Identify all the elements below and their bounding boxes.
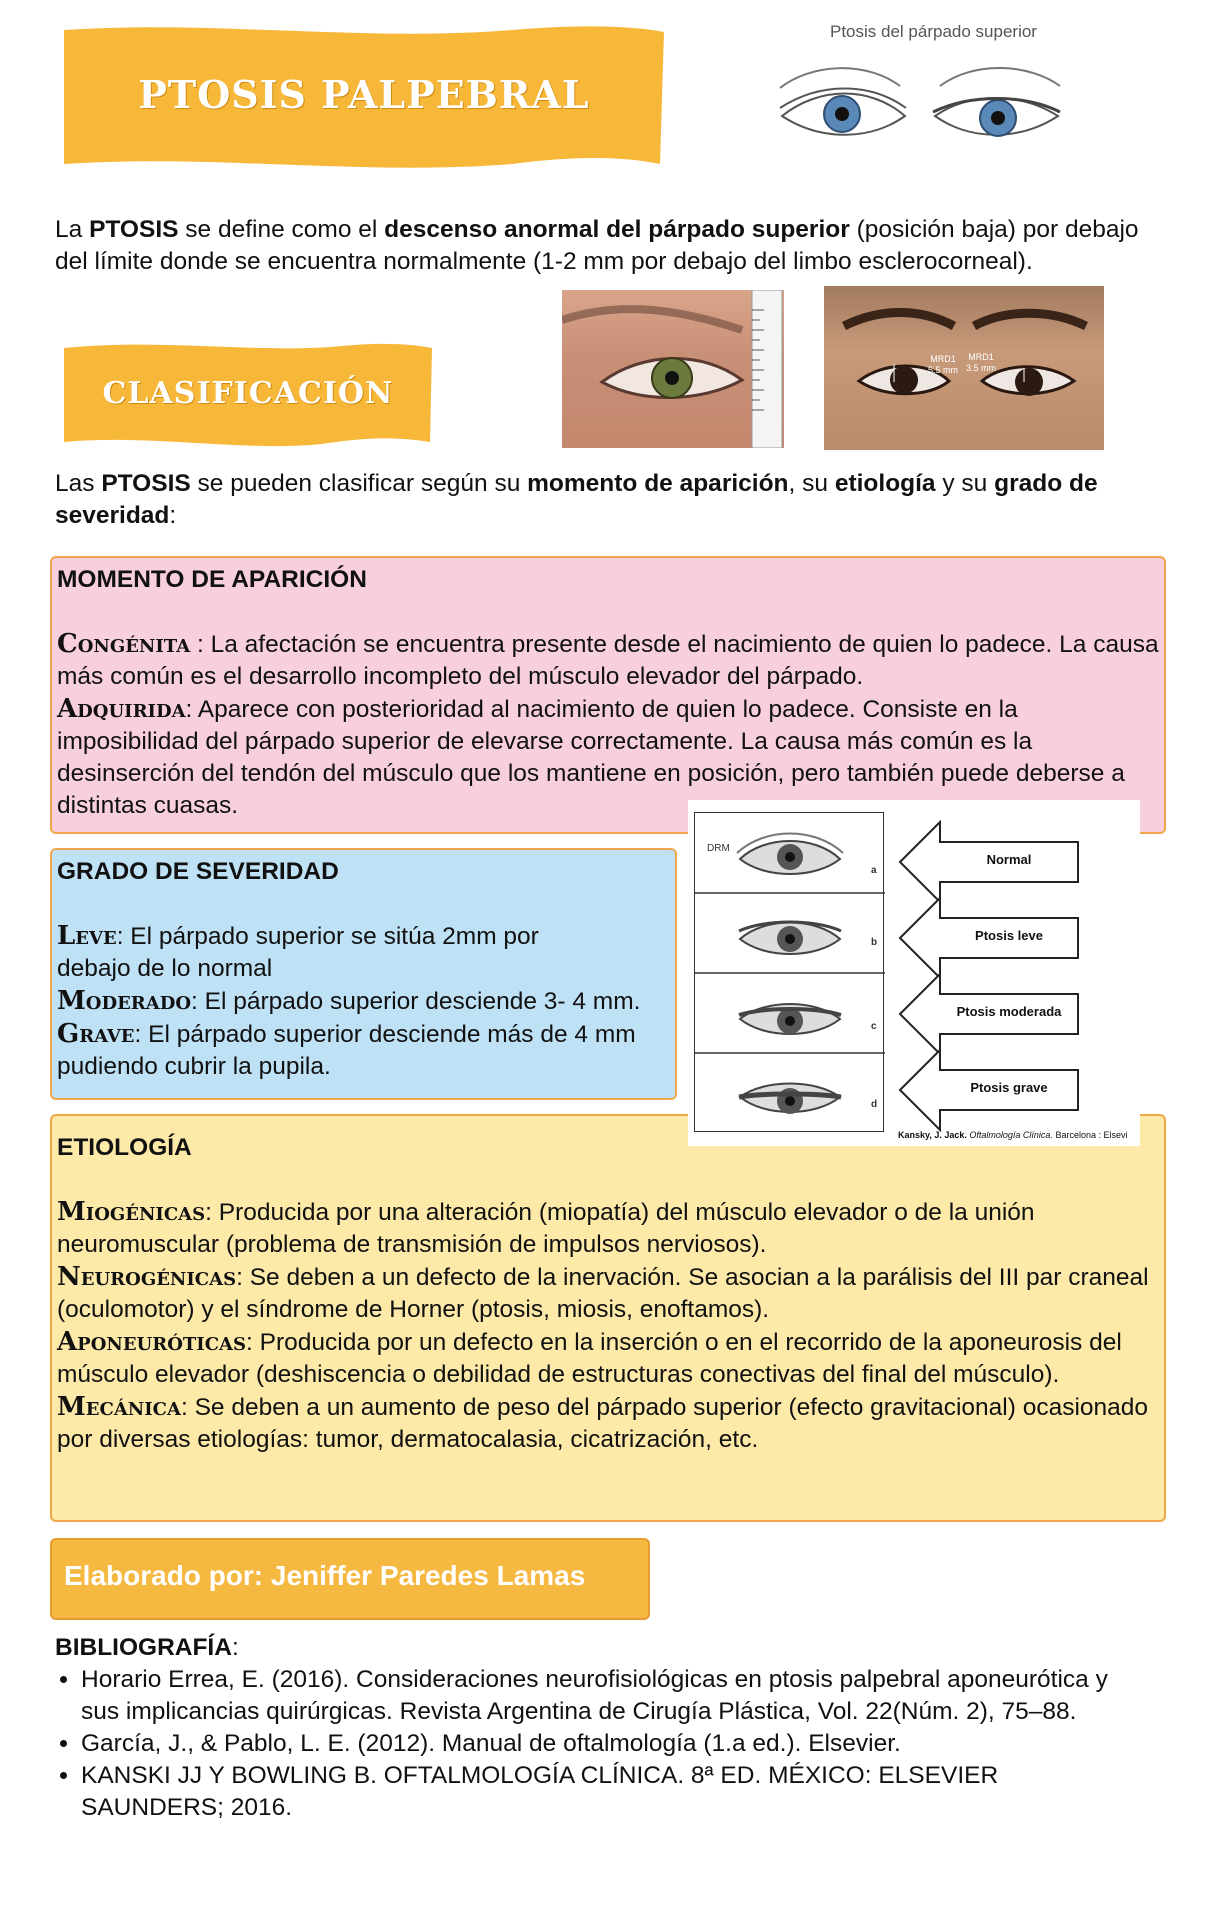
grado-box: [50, 848, 677, 1100]
bibliography-item: • KANSKI JJ Y BOWLING B. OFTALMOLOGÍA CLÍNICA. 8ª ED. MÉXICO: ELSEVIER SAUNDERS; 2016.: [81, 1760, 1145, 1824]
row-letter-a: a: [871, 865, 877, 876]
arrow-label-normal: Normal: [986, 852, 1032, 867]
congenita-text: : La afectación se encuentra presente desde el nacimiento de quien lo padece. La causa más común es el desarrollo incompleto del músculo elevador del párpado.: [57, 631, 1159, 690]
intro-paragraph: [55, 214, 1145, 278]
mrd1-left-label: [928, 354, 958, 376]
bibliography-item: • García, J., & Pablo, L. E. (2012). Manual de oftalmología (1.a ed.). Elsevier.: [81, 1728, 1145, 1760]
momento-item-congenita: [57, 628, 1159, 693]
eye-ruler-drawing: [562, 290, 784, 448]
credit-author: Kansky, J. Jack.: [898, 1130, 970, 1140]
credit-title: Oftalmología Clínica: [969, 1130, 1051, 1140]
etiologia-item-miogenicas: [57, 1196, 1159, 1261]
clasif-bold-4: grado de severidad: [55, 470, 1098, 529]
mrd1-right-bottom: 3.5 mm: [966, 363, 997, 373]
neurogenicas-text: : Se deben a un defecto de la inervación. Se asocian a la parálisis del III par craneal (oculomotor) y el síndrome de Horner (ptosis, miosis, enoftamos).: [57, 1264, 1149, 1323]
bibliography-heading: [55, 1632, 1145, 1664]
etiologia-box: [50, 1114, 1166, 1522]
page-title: PTOSIS PALPEBRAL: [138, 72, 590, 117]
author-box: Elaborado por: Jeniffer Paredes Lamas: [50, 1538, 650, 1620]
grave-text: : El párpado superior desciende más de 4 mm pudiendo cubrir la pupila.: [57, 1021, 636, 1080]
bibliography-title: BIBLIOGRAFÍA: [55, 1634, 232, 1661]
clasificacion-title: CLASIFICACIÓN: [102, 376, 394, 411]
title-banner: [62, 24, 666, 170]
face-drawing: [824, 286, 1104, 450]
mrd1-left-top: MRD1: [930, 354, 956, 364]
adquirida-term: Adquirida: [57, 694, 186, 724]
leve-text: : El párpado superior se sitúa 2mm por debajo de lo normal: [57, 923, 539, 982]
mrd1-left-bottom: 5.5 mm: [928, 365, 959, 375]
clasif-text-3: , su: [788, 470, 835, 497]
intro-text-2: se define como el: [178, 216, 385, 243]
leve-term: Leve: [57, 921, 117, 951]
miogenicas-text: : Producida por una alteración (miopatía) del músculo elevador o de la unión neuromuscular (problema de transmisión de impulsos nerviosos).: [57, 1199, 1035, 1258]
drm-label: DRM: [707, 843, 730, 854]
miogenicas-term: Miogénicas: [57, 1197, 206, 1227]
etiologia-item-neurogenicas: [57, 1261, 1159, 1326]
clasificacion-intro: [55, 468, 1145, 532]
etiologia-heading: ETIOLOGÍA: [57, 1134, 192, 1161]
grado-item-leve: [57, 920, 597, 985]
mecanica-text: : Se deben a un aumento de peso del párpado superior (efecto gravitacional) ocasionado por diversas etiologías: tumor, dermatocalasia, cicatrización, etc.: [57, 1394, 1149, 1453]
eyes-drawing: [770, 46, 1070, 186]
clasif-bold-2: momento de aparición: [527, 470, 789, 497]
arrow-label-leve: Ptosis leve: [975, 928, 1043, 943]
header-image-caption: Ptosis del párpado superior: [830, 22, 1037, 41]
clasif-bold-1: PTOSIS: [101, 470, 191, 497]
intro-bold-2: descenso anormal del párpado superior: [384, 216, 850, 243]
bibliography: [55, 1632, 1145, 1824]
arrow-label-grave: Ptosis grave: [970, 1080, 1048, 1095]
clasif-text-4: y su: [935, 470, 995, 497]
clasif-text-5: :: [169, 502, 177, 529]
etiologia-item-mecanica: [57, 1391, 1159, 1456]
grado-heading: GRADO DE SEVERIDAD: [57, 858, 339, 885]
credit-publisher: . Barcelona : Elsevi: [1050, 1130, 1128, 1140]
row-letter-d: d: [871, 1099, 878, 1110]
severity-eyes-drawing: [695, 813, 885, 1133]
intro-bold-1: PTOSIS: [89, 216, 179, 243]
grado-item-grave: [57, 1018, 670, 1083]
etiologia-item-aponeuroticas: [57, 1326, 1159, 1391]
mrd1-right-top: MRD1: [968, 352, 994, 362]
grado-item-moderado: [57, 985, 670, 1018]
moderado-text: : El párpado superior desciende 3- 4 mm.: [191, 988, 641, 1015]
momento-heading: MOMENTO DE APARICIÓN: [57, 566, 367, 593]
adquirida-text: : Aparece con posterioridad al nacimiento de quien lo padece. Consiste en la imposibilidad del párpado superior de elevarse correctamente. La causa más común es la desinserción del tendón del músculo que los mantiene en posición, pero también puede deberse a distintas cuasas.: [57, 696, 1125, 819]
row-letter-b: b: [871, 937, 878, 948]
congenita-term: Congénita: [57, 629, 191, 659]
figure-credit: [898, 1130, 1127, 1140]
momento-box: [50, 556, 1166, 834]
header-eye-illustration: [770, 18, 1070, 178]
mecanica-term: Mecánica: [57, 1392, 181, 1422]
aponeuroticas-text: : Producida por un defecto en la inserción o en el recorrido de la aponeurosis del músculo elevador (deshiscencia o debilidad de estructuras conectivas del final del músculo).: [57, 1329, 1122, 1388]
bibliography-colon: :: [231, 1634, 239, 1661]
row-letter-c: c: [871, 1021, 877, 1032]
severity-figure: [688, 800, 1140, 1146]
bibliography-list: [55, 1664, 1145, 1824]
severity-eye-column: [694, 812, 884, 1132]
eye-ruler-photo: [562, 290, 784, 448]
neurogenicas-term: Neurogénicas: [57, 1262, 237, 1292]
face-mrd1-photo: [824, 286, 1104, 450]
clasif-text-2: se pueden clasificar según su: [190, 470, 528, 497]
grave-term: Grave: [57, 1019, 135, 1049]
mrd1-right-label: [966, 352, 996, 374]
intro-text-3: (posición baja) por debajo del límite donde se encuentra normalmente (1-2 mm por debajo del limbo esclerocorneal).: [55, 216, 1139, 275]
clasif-bold-3: etiología: [834, 470, 936, 497]
bibliography-item: • Horario Errea, E. (2016). Consideraciones neurofisiológicas en ptosis palpebral aponeurótica y sus implicancias quirúrgicas. Revista Argentina de Cirugía Plástica, Vol. 22(Núm. 2), 75–88.: [81, 1664, 1145, 1728]
clasificacion-banner: [62, 340, 434, 448]
aponeuroticas-term: Aponeuróticas: [57, 1327, 247, 1357]
intro-text-1: La: [55, 216, 90, 243]
arrow-label-moderada: Ptosis moderada: [956, 1004, 1062, 1019]
moderado-term: Moderado: [57, 986, 192, 1016]
clasif-text-1: Las: [55, 470, 102, 497]
